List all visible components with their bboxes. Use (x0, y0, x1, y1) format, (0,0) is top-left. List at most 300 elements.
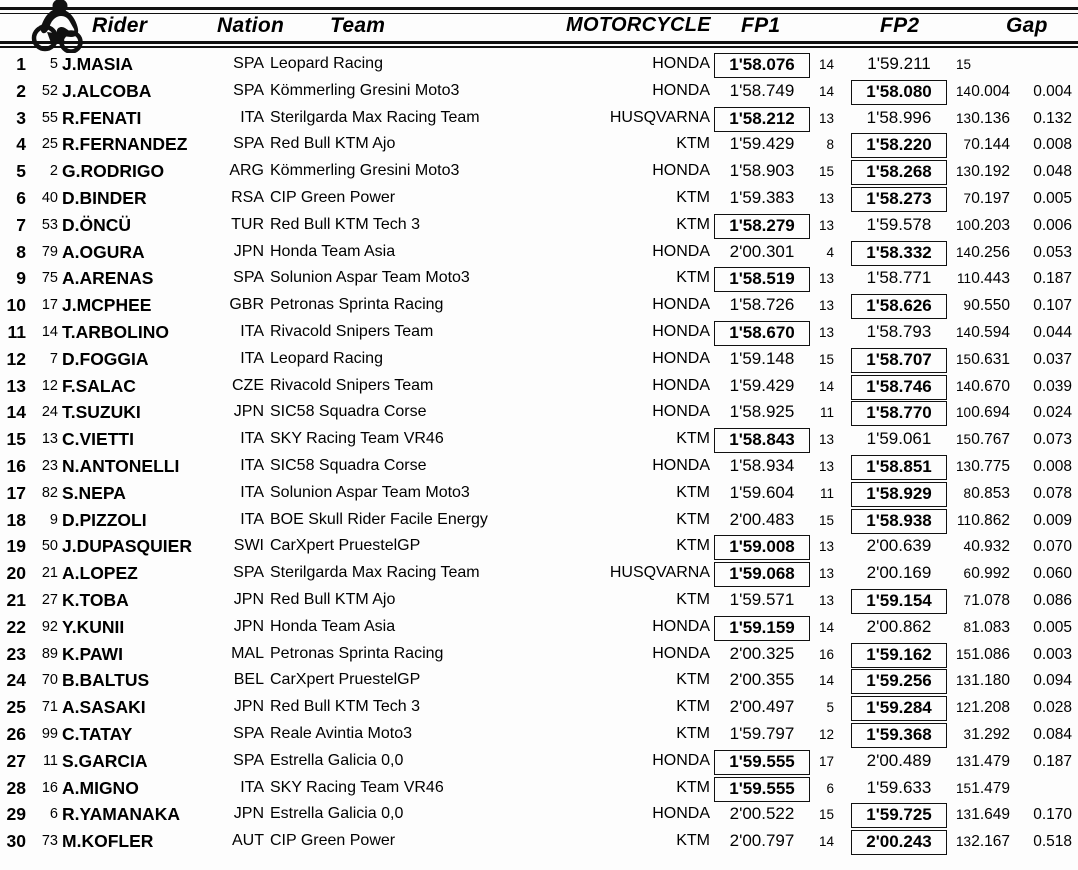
row-gap-previous: 0.005 (1033, 189, 1072, 207)
row-fp2-time: 1'58.771 (866, 268, 932, 288)
row-gap-previous: 0.132 (1033, 109, 1072, 127)
row-fp1-time: 1'59.604 (729, 482, 795, 502)
row-motorcycle: KTM (676, 188, 710, 206)
row-gap-previous: 0.187 (1033, 270, 1072, 288)
header-bottom-rule-thin (0, 46, 1078, 48)
row-fp2-time: 1'58.770 (851, 401, 947, 426)
row-rider-number: 27 (41, 591, 58, 608)
row-fp1-lap: 6 (826, 780, 834, 796)
row-motorcycle: KTM (676, 269, 710, 287)
row-team: Solunion Aspar Team Moto3 (270, 483, 470, 501)
row-rider-name: R.FERNANDEZ (62, 134, 188, 155)
row-team: CIP Green Power (270, 188, 396, 206)
row-fp2-time: 1'59.256 (851, 669, 947, 694)
row-motorcycle: KTM (676, 832, 710, 850)
row-team: Honda Team Asia (270, 242, 396, 260)
row-rider-number: 70 (41, 672, 58, 689)
row-fp2-time: 1'59.284 (851, 696, 947, 721)
row-fp1-lap: 13 (818, 324, 834, 340)
row-nation: BEL (233, 671, 264, 689)
row-fp2-time: 2'00.169 (866, 563, 932, 583)
row-team: CarXpert PruestelGP (270, 537, 421, 555)
row-fp1-lap: 14 (818, 83, 834, 99)
row-position: 15 (6, 429, 26, 450)
header-nation: Nation (217, 14, 285, 37)
row-fp1-lap: 13 (818, 592, 834, 608)
row-fp1-lap: 13 (818, 566, 834, 582)
row-fp2-lap: 13 (955, 110, 971, 126)
row-team: SIC58 Squadra Corse (270, 403, 427, 421)
row-fp1-time: 1'58.519 (714, 267, 810, 292)
row-fp1-lap: 13 (818, 217, 834, 233)
row-team: Leopard Racing (270, 55, 383, 72)
row-nation: SPA (233, 751, 264, 769)
row-team: Rivacold Snipers Team (270, 322, 434, 340)
row-gap-leader: 0.550 (971, 297, 1010, 315)
row-rider-name: J.MASIA (62, 54, 133, 74)
row-motorcycle: KTM (676, 590, 710, 608)
row-fp2-lap: 13 (955, 458, 971, 474)
table-row (0, 130, 1078, 157)
row-fp2-lap: 14 (955, 244, 971, 260)
row-gap-previous: 0.187 (1033, 752, 1072, 770)
row-motorcycle: HUSQVARNA (609, 564, 710, 582)
row-rider-number: 7 (49, 350, 58, 367)
header-fp1: FP1 (741, 14, 781, 37)
table-row (0, 318, 1078, 345)
row-position: 27 (6, 750, 26, 771)
row-nation: ITA (240, 456, 264, 474)
row-fp2-time: 2'00.639 (866, 536, 932, 556)
row-fp2-time: 2'00.862 (866, 616, 932, 636)
row-fp1-time: 1'58.726 (729, 295, 795, 315)
motorcycle-rider-icon (27, 0, 87, 53)
row-gap-previous: 0.004 (1033, 82, 1072, 100)
row-rider-name: A.SASAKI (62, 697, 146, 718)
row-team: Sterilgarda Max Racing Team (270, 564, 480, 582)
row-fp1-time: 2'00.355 (729, 670, 795, 690)
row-fp2-time: 2'00.243 (851, 830, 947, 855)
row-rider-number: 16 (41, 779, 58, 796)
row-rider-number: 92 (41, 618, 58, 635)
row-position: 30 (6, 831, 26, 852)
row-rider-number: 99 (41, 725, 58, 742)
row-team: BOE Skull Rider Facile Energy (270, 510, 488, 528)
row-position: 10 (6, 295, 26, 316)
row-fp2-lap: 4 (963, 539, 971, 555)
row-fp1-time: 1'59.429 (729, 375, 795, 395)
row-gap-previous: 0.037 (1033, 350, 1072, 368)
row-gap-leader: 0.004 (971, 82, 1010, 100)
row-gap-previous: 0.107 (1033, 297, 1072, 315)
row-motorcycle: KTM (676, 671, 710, 689)
row-fp1-time: 1'58.076 (714, 53, 810, 78)
row-position: 29 (6, 804, 26, 825)
row-fp1-lap: 14 (818, 673, 834, 689)
row-gap-leader: 1.479 (971, 752, 1010, 770)
row-team: Petronas Sprinta Racing (270, 296, 444, 314)
row-gap-previous: 0.006 (1033, 216, 1072, 234)
row-fp1-lap: 17 (818, 753, 834, 769)
row-rider-number: 53 (41, 216, 58, 233)
table-row (0, 452, 1078, 479)
row-motorcycle: HONDA (652, 617, 710, 635)
header-fp2: FP2 (880, 14, 920, 37)
row-position: 18 (6, 509, 26, 530)
row-nation: GBR (229, 296, 264, 314)
row-nation: ITA (240, 322, 264, 340)
row-fp1-time: 1'59.571 (729, 589, 795, 609)
row-nation: JPN (233, 242, 264, 260)
row-rider-name: D.FOGGIA (62, 348, 149, 369)
row-motorcycle: HONDA (652, 322, 710, 340)
row-gap-previous: 0.086 (1033, 591, 1072, 609)
row-gap-previous: 0.028 (1033, 699, 1072, 717)
row-rider-name: R.YAMANAKA (62, 804, 180, 825)
row-fp1-lap: 15 (818, 164, 834, 180)
row-gap-previous: 0.008 (1033, 457, 1072, 475)
row-nation: RSA (231, 188, 264, 206)
table-row (0, 104, 1078, 131)
row-position: 16 (6, 455, 26, 476)
row-fp1-lap: 8 (826, 137, 834, 153)
row-fp2-time: 1'59.633 (866, 777, 932, 797)
row-nation: SPA (233, 724, 264, 742)
row-rider-name: M.KOFLER (62, 831, 154, 852)
row-fp1-lap: 4 (826, 244, 834, 260)
row-team: Estrella Galicia 0,0 (270, 805, 404, 823)
table-row (0, 666, 1078, 693)
row-fp1-lap: 13 (818, 539, 834, 555)
row-position: 8 (16, 241, 26, 262)
row-gap-previous: 0.024 (1033, 404, 1072, 422)
row-nation: ITA (240, 430, 264, 448)
row-fp2-time: 1'59.368 (851, 723, 947, 748)
row-team: CIP Green Power (270, 832, 396, 850)
row-team: Reale Avintia Moto3 (270, 724, 413, 742)
row-position: 21 (6, 589, 26, 610)
row-motorcycle: HONDA (652, 376, 710, 394)
row-fp2-lap: 15 (955, 646, 971, 662)
table-row (0, 291, 1078, 318)
row-fp1-time: 1'59.555 (714, 750, 810, 775)
row-nation: AUT (232, 832, 264, 850)
row-fp1-time: 1'58.843 (714, 428, 810, 453)
row-gap-previous: 0.070 (1033, 538, 1072, 556)
row-motorcycle: HONDA (652, 456, 710, 474)
row-nation: JPN (233, 805, 264, 823)
row-rider-number: 2 (49, 163, 58, 180)
row-rider-name: J.ALCOBA (62, 80, 152, 101)
row-rider-name: N.ANTONELLI (62, 455, 180, 476)
row-fp1-time: 1'58.212 (714, 107, 810, 132)
row-position: 24 (6, 670, 26, 691)
row-team: Honda Team Asia (270, 617, 396, 635)
row-nation: JPN (233, 698, 264, 716)
row-fp1-lap: 13 (818, 298, 834, 314)
table-row (0, 157, 1078, 184)
header-motorcycle: MOTORCYCLE (566, 14, 711, 36)
row-rider-name: D.PIZZOLI (62, 509, 147, 530)
row-rider-name: A.ARENAS (62, 268, 154, 289)
row-fp1-time: 1'59.008 (714, 535, 810, 560)
row-fp2-lap: 3 (963, 726, 971, 742)
row-gap-leader: 0.256 (971, 243, 1010, 261)
row-fp1-time: 2'00.301 (729, 241, 795, 261)
table-header (0, 0, 1078, 50)
row-fp1-time: 1'59.429 (729, 134, 795, 154)
row-gap-previous: 0.003 (1033, 645, 1072, 663)
row-rider-number: 75 (41, 270, 58, 287)
row-position: 1 (16, 54, 26, 74)
row-rider-name: J.MCPHEE (62, 295, 152, 316)
row-nation: ITA (240, 349, 264, 367)
row-gap-previous: 0.078 (1033, 484, 1072, 502)
row-rider-name: S.NEPA (62, 482, 126, 503)
table-row (0, 559, 1078, 586)
table-row (0, 211, 1078, 238)
row-rider-number: 9 (49, 511, 58, 528)
row-team: Red Bull KTM Ajo (270, 590, 396, 608)
row-fp1-time: 1'59.148 (729, 348, 795, 368)
row-rider-number: 14 (41, 323, 58, 340)
row-nation: JPN (233, 617, 264, 635)
row-gap-leader: 0.767 (971, 431, 1010, 449)
row-motorcycle: KTM (676, 778, 710, 796)
row-position: 6 (16, 187, 26, 208)
row-fp2-time: 1'58.273 (851, 187, 947, 212)
row-nation: SPA (233, 81, 264, 99)
row-fp1-time: 1'58.934 (729, 455, 795, 475)
table-row (0, 425, 1078, 452)
row-fp1-time: 1'59.068 (714, 562, 810, 587)
row-rider-number: 21 (41, 565, 58, 582)
row-motorcycle: HUSQVARNA (609, 108, 710, 126)
row-team: Solunion Aspar Team Moto3 (270, 269, 470, 287)
row-fp2-lap: 15 (955, 780, 971, 796)
row-motorcycle: KTM (676, 510, 710, 528)
row-rider-number: 13 (41, 431, 58, 448)
row-nation: ITA (240, 510, 264, 528)
row-fp1-time: 1'58.670 (714, 321, 810, 346)
row-rider-number: 6 (49, 806, 58, 823)
row-rider-name: D.BINDER (62, 187, 147, 208)
row-nation: ITA (240, 778, 264, 796)
row-team: Petronas Sprinta Racing (270, 644, 444, 662)
row-rider-name: D.ÖNCÜ (62, 214, 132, 235)
table-row (0, 532, 1078, 559)
row-fp1-lap: 15 (818, 512, 834, 528)
row-fp1-lap: 14 (818, 834, 834, 850)
table-row (0, 613, 1078, 640)
row-rider-name: B.BALTUS (62, 670, 150, 691)
row-fp2-time: 1'59.154 (851, 589, 947, 614)
row-motorcycle: HONDA (652, 55, 710, 72)
row-rider-name: A.LOPEZ (62, 563, 138, 584)
row-nation: SWI (233, 537, 264, 555)
table-row (0, 50, 1078, 77)
row-gap-previous: 0.005 (1033, 618, 1072, 636)
row-gap-previous: 0.053 (1033, 243, 1072, 261)
row-fp1-time: 2'00.483 (729, 509, 795, 529)
row-rider-number: 82 (41, 484, 58, 501)
row-nation: JPN (233, 403, 264, 421)
row-team: Red Bull KTM Tech 3 (270, 215, 420, 233)
row-motorcycle: HONDA (652, 349, 710, 367)
row-gap-leader: 0.694 (971, 404, 1010, 422)
row-fp1-time: 1'58.279 (714, 214, 810, 239)
row-rider-number: 73 (41, 833, 58, 850)
row-fp1-time: 1'58.749 (729, 80, 795, 100)
table-row (0, 693, 1078, 720)
row-gap-leader: 0.853 (971, 484, 1010, 502)
row-gap-leader: 0.670 (971, 377, 1010, 395)
row-team: SKY Racing Team VR46 (270, 778, 444, 796)
row-rider-name: C.VIETTI (62, 429, 134, 450)
row-gap-leader: 0.144 (971, 136, 1010, 154)
row-fp1-lap: 13 (818, 190, 834, 206)
row-position: 4 (16, 134, 26, 155)
row-fp2-lap: 14 (955, 324, 971, 340)
row-team: Estrella Galicia 0,0 (270, 751, 404, 769)
row-rider-name: A.MIGNO (62, 777, 139, 798)
row-nation: ITA (240, 108, 264, 126)
row-rider-name: T.SUZUKI (62, 402, 141, 423)
row-rider-name: R.FENATI (62, 107, 142, 128)
row-fp2-lap: 14 (955, 378, 971, 394)
row-fp2-time: 1'58.996 (866, 107, 932, 127)
header-team: Team (330, 14, 386, 37)
row-nation: CZE (232, 376, 264, 394)
row-rider-name: A.OGURA (62, 241, 145, 262)
row-motorcycle: HONDA (652, 751, 710, 769)
row-fp2-lap: 13 (955, 753, 971, 769)
row-rider-number: 79 (41, 243, 58, 260)
row-fp2-lap: 15 (955, 432, 971, 448)
row-rider-number: 40 (41, 189, 58, 206)
row-fp2-lap: 11 (956, 271, 971, 287)
row-fp2-time: 1'59.578 (866, 214, 932, 234)
row-fp2-time: 1'58.707 (851, 348, 947, 373)
row-fp2-lap: 7 (963, 190, 971, 206)
row-team: Kömmerling Gresini Moto3 (270, 162, 460, 180)
row-rider-number: 50 (41, 538, 58, 555)
row-fp2-time: 1'59.211 (867, 54, 931, 73)
row-fp2-lap: 15 (955, 57, 971, 72)
row-motorcycle: KTM (676, 430, 710, 448)
table-row (0, 398, 1078, 425)
row-team: Kömmerling Gresini Moto3 (270, 81, 460, 99)
header-rider: Rider (92, 14, 148, 37)
row-team: Leopard Racing (270, 349, 383, 367)
row-fp2-lap: 13 (955, 807, 971, 823)
header-gap: Gap (1006, 14, 1048, 37)
row-nation: ITA (240, 483, 264, 501)
row-gap-previous: 0.044 (1033, 323, 1072, 341)
row-motorcycle: KTM (676, 483, 710, 501)
row-fp2-time: 1'58.746 (851, 375, 947, 400)
row-position: 5 (16, 161, 26, 182)
row-fp1-time: 1'59.797 (729, 723, 795, 743)
row-fp2-time: 1'58.793 (866, 321, 932, 341)
table-row (0, 345, 1078, 372)
row-fp2-time: 1'58.080 (851, 80, 947, 105)
row-position: 23 (6, 643, 26, 664)
row-fp2-time: 1'58.626 (851, 294, 947, 319)
row-fp2-lap: 14 (955, 83, 971, 99)
row-gap-leader: 1.649 (971, 806, 1010, 824)
row-rider-name: F.SALAC (62, 375, 136, 396)
row-fp2-lap: 11 (956, 512, 971, 528)
row-gap-leader: 0.862 (971, 511, 1010, 529)
row-fp1-lap: 13 (818, 458, 834, 474)
row-fp2-time: 1'58.851 (851, 455, 947, 480)
row-position: 28 (6, 777, 26, 798)
row-rider-name: K.TOBA (62, 589, 129, 610)
row-rider-number: 25 (41, 136, 58, 153)
table-row (0, 372, 1078, 399)
row-gap-leader: 1.083 (971, 618, 1010, 636)
row-fp1-time: 2'00.497 (729, 697, 795, 717)
row-fp1-time: 1'59.159 (714, 616, 810, 641)
row-gap-leader: 0.992 (971, 565, 1010, 583)
table-row (0, 586, 1078, 613)
row-rider-number: 24 (41, 404, 58, 421)
row-nation: SPA (233, 55, 264, 72)
row-motorcycle: HONDA (652, 805, 710, 823)
row-gap-leader: 1.479 (971, 779, 1010, 797)
row-fp1-lap: 13 (818, 432, 834, 448)
row-rider-number: 71 (41, 699, 58, 716)
row-rider-name: J.DUPASQUIER (62, 536, 192, 557)
row-fp2-time: 2'00.489 (866, 750, 932, 770)
row-gap-leader: 1.078 (971, 591, 1010, 609)
row-fp2-lap: 15 (955, 351, 971, 367)
table-row (0, 640, 1078, 667)
row-fp2-time: 1'59.725 (851, 803, 947, 828)
row-nation: SPA (233, 269, 264, 287)
row-gap-previous: 0.094 (1033, 672, 1072, 690)
row-gap-leader: 0.443 (971, 270, 1010, 288)
row-fp2-lap: 7 (963, 592, 971, 608)
row-rider-number: 89 (41, 645, 58, 662)
row-fp1-lap: 12 (818, 726, 834, 742)
row-rider-name: S.GARCIA (62, 750, 148, 771)
row-team: Rivacold Snipers Team (270, 376, 434, 394)
row-fp2-lap: 7 (963, 137, 971, 153)
row-nation: JPN (233, 590, 264, 608)
row-position: 14 (6, 402, 26, 423)
row-gap-leader: 1.180 (971, 672, 1010, 690)
row-rider-number: 5 (49, 56, 58, 72)
row-fp2-lap: 6 (963, 566, 971, 582)
row-fp1-time: 1'58.903 (729, 161, 795, 181)
row-fp1-lap: 14 (818, 619, 834, 635)
row-fp2-time: 1'58.268 (851, 160, 947, 185)
row-fp2-time: 1'58.929 (851, 482, 947, 507)
row-position: 11 (7, 321, 26, 342)
row-fp1-lap: 13 (818, 110, 834, 126)
row-fp2-time: 1'58.938 (851, 509, 947, 534)
row-fp2-lap: 10 (955, 405, 971, 421)
row-team: Red Bull KTM Tech 3 (270, 698, 420, 716)
row-fp1-time: 1'59.383 (729, 187, 795, 207)
row-motorcycle: KTM (676, 537, 710, 555)
row-gap-previous: 0.060 (1033, 565, 1072, 583)
row-motorcycle: KTM (676, 135, 710, 153)
row-rider-name: C.TATAY (62, 723, 133, 744)
row-position: 20 (6, 563, 26, 584)
